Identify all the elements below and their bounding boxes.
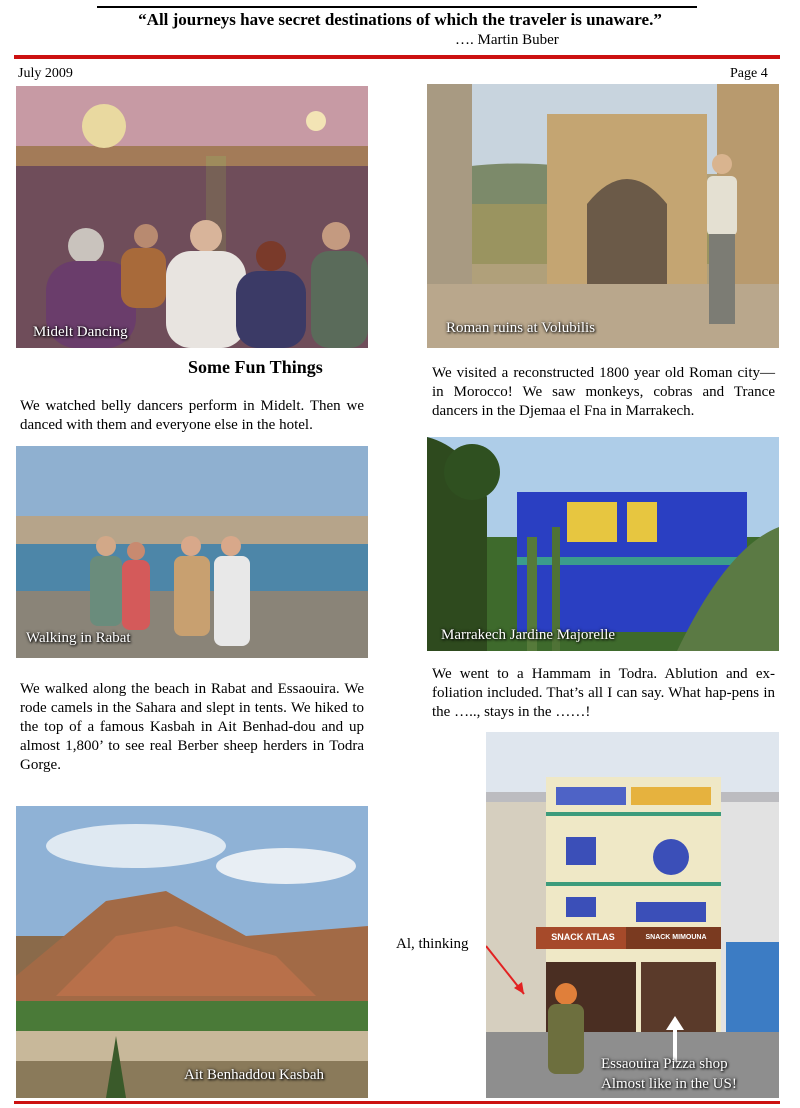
photo-midelt-dancing bbox=[16, 86, 368, 348]
paragraph-belly-dancers: We watched belly dancers perform in Midelt. Then we danced with them and everyone else in the hotel. bbox=[20, 398, 364, 433]
issue-date: July 2009 bbox=[18, 66, 73, 81]
caption-kasbah: Ait Benhaddou Kasbah bbox=[184, 1067, 324, 1083]
section-heading: Some Fun Things bbox=[188, 357, 323, 377]
caption-majorelle: Marrakech Jardine Majorelle bbox=[441, 627, 616, 643]
header-rule bbox=[97, 6, 697, 8]
header-quote: “All journeys have secret destinations of which the traveler is unaware.” bbox=[138, 10, 662, 29]
photo-pizza-shop bbox=[486, 732, 779, 1098]
annotation-arrows bbox=[486, 732, 779, 1098]
header-red-rule bbox=[14, 55, 780, 59]
quote-author: …. Martin Buber bbox=[455, 32, 559, 48]
caption-pizza-line1: Essaouira Pizza shop bbox=[601, 1056, 728, 1072]
caption-rabat: Walking in Rabat bbox=[26, 630, 131, 646]
caption-volubilis: Roman ruins at Volubilis bbox=[446, 320, 596, 336]
paragraph-roman-city: We visited a reconstructed 1800 year old Roman city—in Morocco! We saw monkeys, cobras and Trance dancers in the Djemaa el Fna in Marrakech. bbox=[432, 365, 775, 419]
annotation-al-thinking: Al, thinking bbox=[396, 936, 469, 952]
caption-midelt: Midelt Dancing bbox=[33, 324, 128, 340]
sign-snack-atlas: SNACK ATLAS bbox=[551, 932, 615, 942]
photo-kasbah bbox=[16, 806, 368, 1098]
page-number: Page 4 bbox=[730, 66, 768, 81]
paragraph-hammam: We went to a Hammam in Todra. Ablution and ex-foliation included. That’s all I can say. What hap-pens in the ….., stays in the ……! bbox=[432, 666, 775, 720]
photo-rabat bbox=[16, 446, 368, 658]
photo-majorelle bbox=[427, 437, 779, 651]
footer-red-rule bbox=[14, 1101, 780, 1104]
sign-snack-mimouna: SNACK MIMOUNA bbox=[645, 934, 707, 941]
caption-pizza-line2: Almost like in the US! bbox=[601, 1076, 737, 1092]
paragraph-beach: We walked along the beach in Rabat and Essaouira. We rode camels in the Sahara and slept in tents. We hiked to the top of a famous Kasbah in Ait Benhad-dou and up almost 1,800’ to see real Berber sheep herders in Todra Gorge. bbox=[20, 681, 364, 773]
photo-volubilis bbox=[427, 84, 779, 348]
